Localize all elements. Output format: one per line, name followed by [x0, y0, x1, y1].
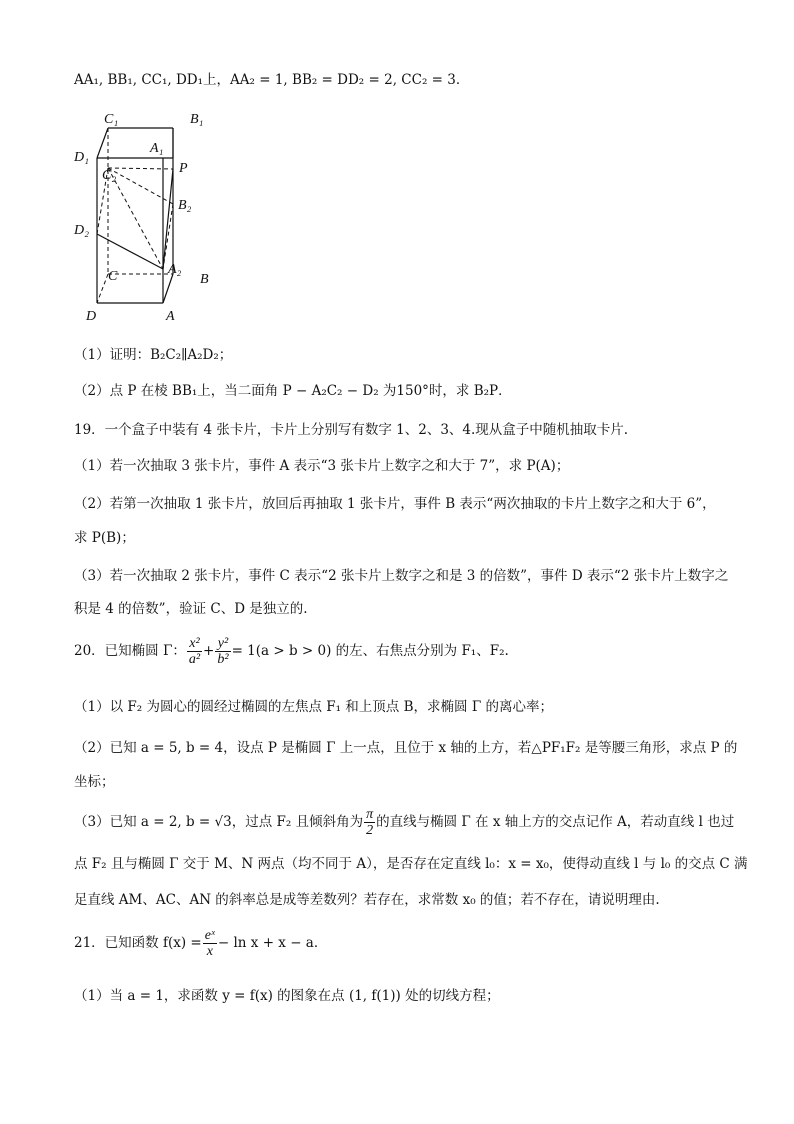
label-A1: A₁ — [150, 141, 164, 156]
q20-part2-line1: （2）已知 a = 5, b = 4，设点 P 是椭圆 Γ 上一点，且位于 x 轴的上方，若△PF₁F₂ 是等腰三角形，求点 P 的 — [74, 740, 738, 756]
q18-part2: （2）点 P 在棱 BB₁上，当二面角 P − A₂C₂ − D₂ 为150°时，求 B₂P． — [74, 383, 512, 399]
label-C1: C₁ — [104, 112, 119, 127]
q19-part2-line2: 求 P(B)； — [74, 530, 135, 546]
q18-part1: （1）证明：B₂C₂∥A₂D₂； — [74, 347, 233, 363]
label-P: P — [179, 161, 188, 176]
q21-part1: （1）当 a = 1，求函数 y = f(x) 的图象在点 (1, f(1)) 处的切线方程； — [74, 988, 500, 1004]
q20-stem: 20．已知椭圆 Γ： $\frac{\text{x²}}{\text{a²}}$ + $\frac{\text{y²}}{\text{b²}}$ = 1(a > b > 0) 的左、右焦点分别为 F₁、F₂. — [74, 636, 509, 667]
label-D: D — [86, 309, 97, 324]
q20-part3-line2: 点 F₂ 且与椭圆 Γ 交于 M、N 两点（均不同于 A），是否存在定直线 l₀：x = x₀，使得动直线 l 与 l₀ 的交点 C 满 — [74, 856, 748, 872]
label-B: B — [200, 272, 209, 287]
label-C2: C₂ — [102, 168, 117, 183]
cuboid-figure — [66, 106, 236, 324]
label-A: A — [166, 309, 175, 324]
label-D1: D₁ — [74, 150, 89, 165]
q21-stem: 21．已知函数 f(x) = $\frac{\text{eˣ}}{x}$ − ln x + x − a． — [74, 928, 328, 959]
label-B2: B₂ — [178, 198, 192, 213]
q19-part3-line2: 积是 4 的倍数”，验证 C、D 是独立的. — [74, 601, 308, 617]
top-condition-line: AA₁, BB₁, CC₁, DD₁上，AA₂ = 1, BB₂ = DD₂ = 2, CC₂ = 3． — [74, 72, 470, 88]
q20-part3-line3: 足直线 AM、AC、AN 的斜率总是成等差数列？若存在，求常数 x₀ 的值；若不存在，请说明理由. — [74, 892, 660, 908]
label-D2: D₂ — [74, 223, 89, 238]
label-C: C — [108, 269, 118, 284]
label-A2: A₂ — [168, 262, 182, 277]
label-B1: B₁ — [190, 112, 204, 127]
q19-part3-line1: （3）若一次抽取 2 张卡片，事件 C 表示“2 张卡片上数字之和是 3 的倍数”，事件 D 表示“2 张卡片上数字之 — [74, 568, 729, 584]
q19-stem: 19．一个盒子中装有 4 张卡片，卡片上分别写有数字 1、2、3、4.现从盒子中随机抽取卡片. — [74, 422, 629, 438]
q20-part2-line2: 坐标； — [74, 774, 115, 790]
q19-part2-line1: （2）若第一次抽取 1 张卡片，放回后再抽取 1 张卡片，事件 B 表示“两次抽取的卡片上数字之和大于 6”， — [74, 496, 716, 512]
q19-part1: （1）若一次抽取 3 张卡片，事件 A 表示“3 张卡片上数字之和大于 7”，求 P(A)； — [74, 458, 570, 474]
q20-part3-line1: （3）已知 a = 2, b = √3，过点 F₂ 且倾斜角为 $\frac{\pi}{2}$ 的直线与椭圆 Γ 在 x 轴上方的交点记作 A，若动直线 l 也过 — [74, 807, 735, 838]
q20-part1: （1）以 F₂ 为圆心的圆经过椭圆的左焦点 F₁ 和上顶点 B，求椭圆 Γ 的离心率； — [74, 699, 553, 715]
